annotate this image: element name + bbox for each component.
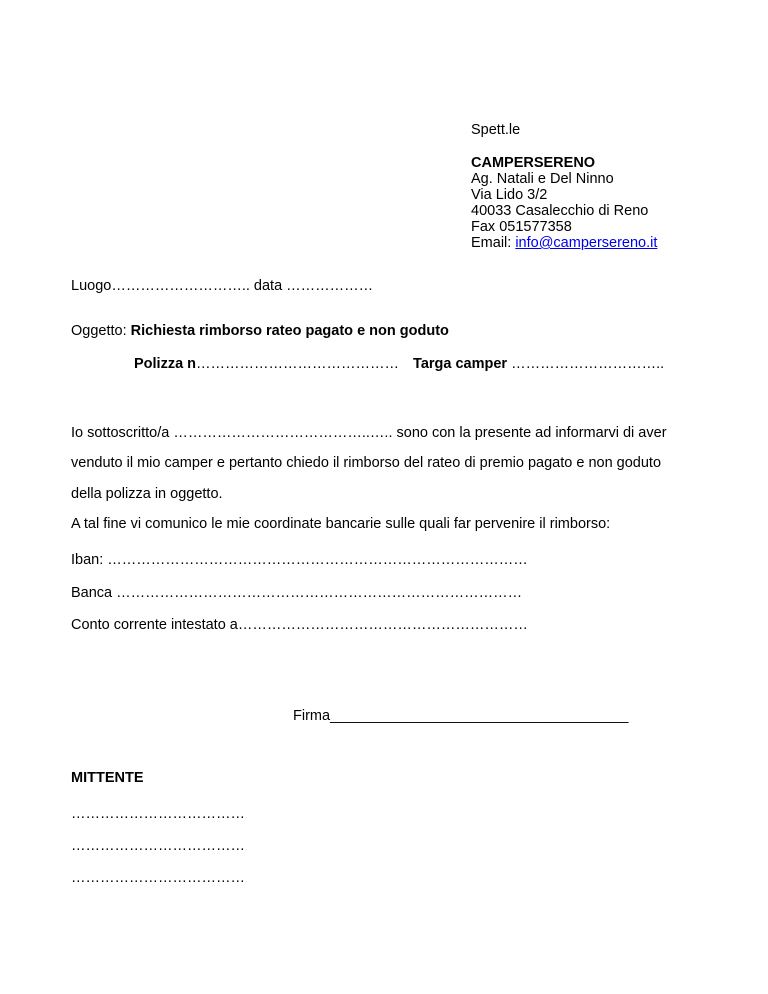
plate-label: Targa camper [413,356,508,372]
date-label: data [249,278,287,294]
iban-line: Iban: …………………………………………………………………………… [71,552,528,568]
account-holder-line: Conto corrente intestato a…………………………………………………… [71,617,528,633]
date-dots: ……………… [286,278,374,294]
subject-line [71,323,449,339]
body-line-1-suffix: sono con la presente ad informarvi di aver [392,425,667,441]
body-line-1-dots: …………………………………..….. [173,425,393,441]
body-line-2: venduto il mio camper e pertanto chiedo il rimborso del rateo di premio pagato e non goduto [71,455,662,471]
recipient-email-line [471,235,657,251]
signature-underline: _____________________________________ [330,708,629,724]
recipient-agency: Ag. Natali e Del Ninno [471,171,614,187]
bank-line: Banca ………………………………………………………………………… [71,585,523,601]
body-line-1-prefix: Io sottoscritto/a [71,425,174,441]
place-dots: ……………………….. [111,278,250,294]
recipient-street: Via Lido 3/2 [471,187,548,203]
body-line-1 [71,425,667,441]
plate-dots: ………………………….. [507,356,665,372]
recipient-address-block [471,122,657,251]
sender-title: MITTENTE [71,770,144,786]
recipient-city: 40033 Casalecchio di Reno [471,203,649,219]
recipient-fax: Fax 051577358 [471,219,572,235]
subject-text: Richiesta rimborso rateo pagato e non goduto [130,323,449,339]
place-date-line [71,278,373,294]
subject-label: Oggetto: [71,323,131,339]
recipient-salutation: Spett.le [471,122,521,138]
sender-line: ……………………………… [71,838,245,854]
policy-plate-line [134,356,664,372]
recipient-company: CAMPERSERENO [471,155,596,171]
body-line-4: A tal fine vi comunico le mie coordinate bancarie sulle quali far pervenire il rimborso: [71,516,611,532]
signature-line [293,708,628,724]
signature-label: Firma [293,708,331,724]
sender-line: ……………………………… [71,806,245,822]
policy-dots: …………………………………… [196,356,400,372]
sender-line: ……………………………… [71,870,245,886]
place-label: Luogo [71,278,112,294]
recipient-email-link[interactable]: info@campersereno.it [515,235,658,251]
policy-label: Polizza n [134,356,197,372]
recipient-email-label: Email: [471,235,516,251]
body-line-3: della polizza in oggetto. [71,486,223,502]
